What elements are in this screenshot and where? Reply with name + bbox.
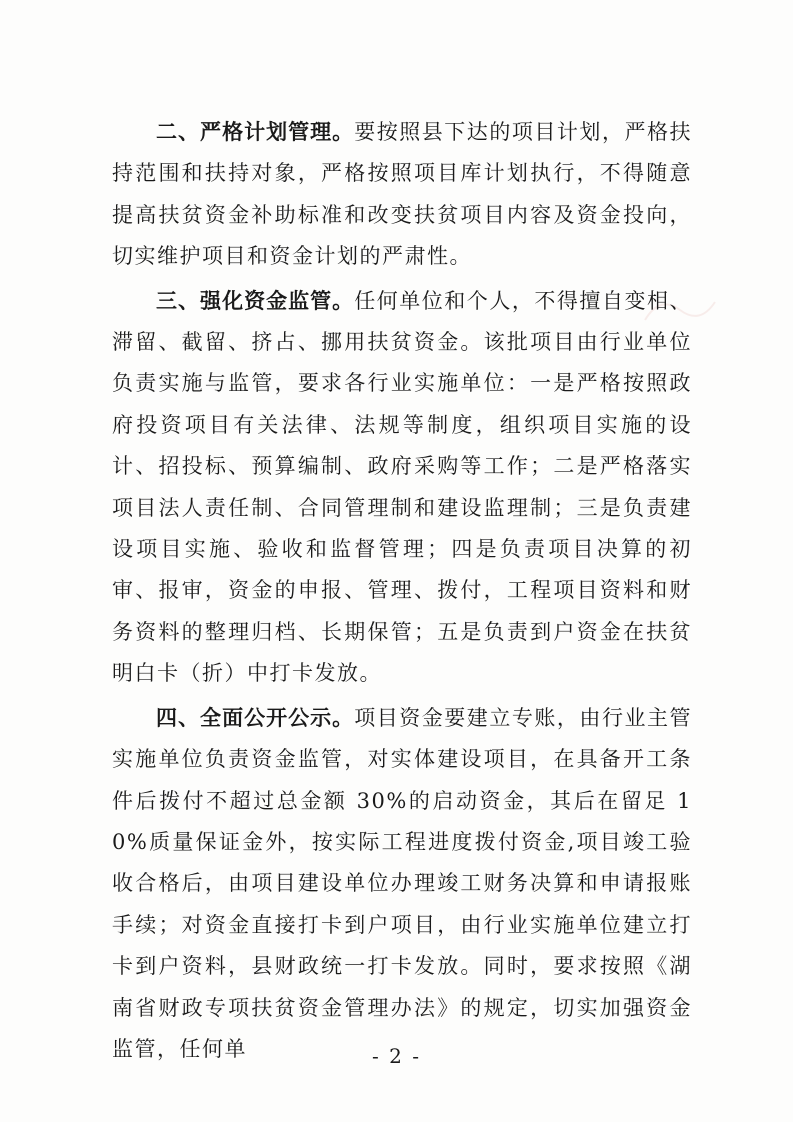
section-strict-plan-management <box>112 112 692 278</box>
section-body: 要按照县下达的项目计划，严格扶持范围和扶持对象，严格按照项目库计划执行，不得随意提高扶贫资金补助标准和改变扶贫项目内容及资金投向，切实维护项目和资金计划的严肃性。 <box>112 120 693 269</box>
page-number: - 2 - <box>372 1044 421 1068</box>
section-heading: 三、强化资金监管。 <box>156 288 355 313</box>
section-body: 任何单位和个人，不得擅自变相、滞留、截留、挤占、挪用扶贫资金。该批项目由行业单位负责实施与监管，要求各行业实施单位：一是严格按照政府投资项目有关法律、法规等制度，组织项目实施的设计、招投标、预算编制、政府采购等工作；二是严格落实项目法人责任制、合同管理制和建设监理制；三是负责建设项目实施、验收和监督管理；四是负责项目决算的初审、报审，资金的申报、管理、拨付，工程项目资料和财务资料的整理归档、长期保管；五是负责到户资金在扶贫明白卡（折）中打卡发放。 <box>112 288 693 686</box>
document-body <box>112 112 692 1070</box>
section-heading: 四、全面公开公示。 <box>156 705 355 730</box>
section-body: 项目资金要建立专账，由行业主管实施单位负责资金监管，对实体建设项目，在具备开工条件后拨付不超过总金额 30%的启动资金，其后在留足 10%质量保证金外，按实际工程进度拨付资金,项目竣工验收合格后，由项目建设单位办理竣工财务决算和申请报账手续；对资金直接打卡到户项目，由行业实施单位建立打卡到户资料，县财政统一打卡发放。同时，要求按照《湖南省财政专项扶贫资金管理办法》的规定，切实加强资金监管，任何单 <box>112 705 693 1061</box>
section-heading: 二、严格计划管理。 <box>156 120 355 144</box>
section-strengthen-fund-supervision <box>112 281 692 695</box>
section-public-disclosure <box>112 698 692 1071</box>
